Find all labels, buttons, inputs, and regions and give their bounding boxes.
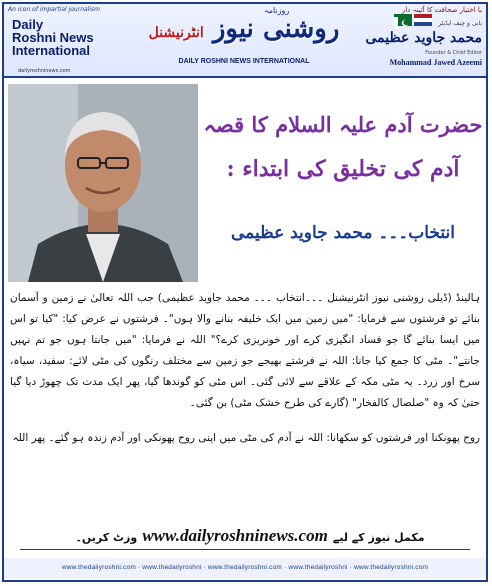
tagline: An icon of impartial journalism xyxy=(8,6,100,13)
article-title-line1: حضرت آدم علیہ السلام کا قصہ xyxy=(203,112,483,137)
brand-urdu-main: روشنی نیوز انٹرنیشنل xyxy=(148,14,340,44)
author-photo xyxy=(8,84,198,282)
founder-label: بانی و چیف ایڈیٹر xyxy=(438,20,482,27)
divider xyxy=(20,549,470,550)
portrait-image xyxy=(8,84,198,282)
website-link[interactable]: www.dailyroshninews.com xyxy=(142,526,328,545)
footer-urls[interactable]: www.thedailyroshni.com · www.thedailyroshni · www.thedailyroshni.com · www.thedailyroshni · www.thedailyroshni.com xyxy=(4,558,486,578)
paragraph: ہالینڈ (ڈیلی روشنی نیوز انٹرنیشنل ۔۔۔انتخاب ۔۔۔ محمد جاوید عظیمی) جب اللہ تعالیٰ نے زمین و آسمان بنائے تو فرشتوں سے فرمایا: "میں زمین میں ایک خلیفہ بنانے والا ہوں"۔ فرشتوں نے عرض کیا: "کیا تو اس میں ایسا بنائے گا جو فساد انگیزی کرے اور خونریزی کرے؟" اللہ نے فرمایا: "میں جانتا ہوں جو تم نہیں جانتے"۔ مٹی کا جمع کیا جانا: اللہ نے فرشتے بھیجے جو زمین سے مختلف رنگوں کی مٹی لائے: سفید، سیاہ، سرخ اور زرد۔ یہ مٹی مکہ کے علاقے سے لائی گئی۔ اس مٹی کو گوندھا گیا، پھر ایک مدت تک چھوڑ دیا گیا حتیٰ کہ وہ "صلصال کالفخار" (گارے کی طرح خشک مٹی) بن گئی۔ xyxy=(10,292,480,409)
article-title-line2: آدم کی تخلیق کی ابتداء : xyxy=(226,156,460,182)
site-url-small[interactable]: dailyroshninews.com xyxy=(18,68,71,74)
cta-suffix: وزٹ کریں۔ xyxy=(75,531,138,544)
slogan: با اختیار صحافت کا آئینہ دار xyxy=(401,6,482,14)
masthead xyxy=(4,4,486,78)
chief-name-en: Mohammad Jawed Azeemi xyxy=(389,58,482,67)
chief-name-urdu: محمد جاوید عظیمی xyxy=(365,30,482,46)
brand-urdu-small: روزنامہ xyxy=(264,6,290,15)
brand-en-sub: DAILY ROSHNI NEWS INTERNATIONAL xyxy=(178,58,310,65)
brand-en: Daily Roshni News International xyxy=(12,17,94,58)
call-to-action xyxy=(60,526,440,546)
paragraph: روح پھونکنا اور فرشتوں کو سکھانا: اللہ نے آدم کی مٹی میں اپنی روح پھونکی اور آدم زندہ ہو گئے۔ پھر اللہ xyxy=(12,432,480,444)
article-byline: انتخاب۔۔۔ محمد جاوید عظیمی xyxy=(231,223,455,243)
masthead-logo xyxy=(144,6,344,72)
masthead-left xyxy=(8,4,138,76)
cta-prefix: مکمل نیوز کے لیے xyxy=(332,531,425,544)
article-body xyxy=(10,288,480,449)
chief-role: Founder & Chief Editor xyxy=(425,50,482,56)
masthead-right xyxy=(360,4,486,76)
